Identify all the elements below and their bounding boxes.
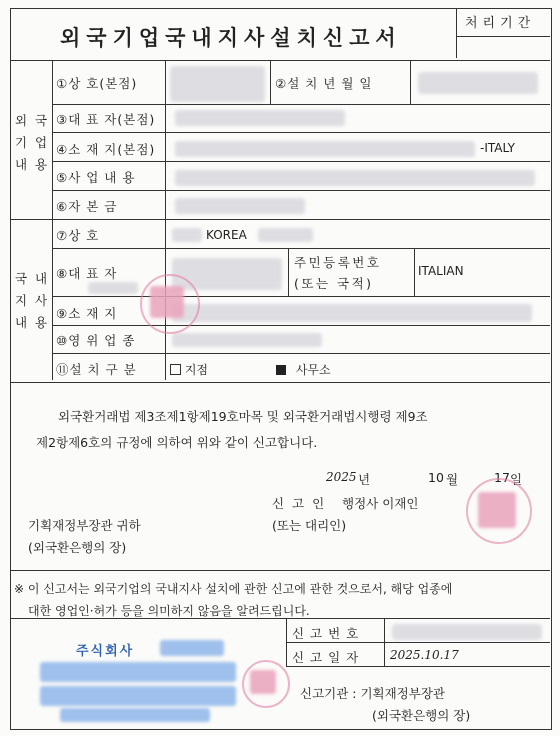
field-branch-rep: ⑧대 표 자 — [56, 266, 118, 281]
est-divider-left — [270, 60, 271, 104]
redacted-branch-name-2 — [258, 228, 313, 242]
branch-section-col1: 국 지 내 — [14, 271, 28, 330]
redacted-business-type — [172, 333, 322, 347]
option-office[interactable] — [276, 361, 331, 378]
branch-section-col2: 내 사 용 — [34, 271, 48, 330]
redacted-representative — [175, 110, 345, 126]
field-install-type: ⑪설 치 구 분 — [56, 362, 137, 377]
foreign-section-col2: 국 업 용 — [34, 113, 48, 172]
field-representative: ③대 표 자(본점) — [56, 112, 156, 127]
date-day-unit: 일 — [510, 472, 523, 487]
section-divider — [10, 570, 550, 571]
section-label-divider — [52, 60, 53, 380]
redacted-trade-name — [170, 66, 265, 102]
redacted-location — [172, 304, 532, 322]
branch-name-value: KOREA — [206, 228, 247, 242]
agent-label: (또는 대리인) — [272, 518, 347, 533]
redacted-company-address-2 — [40, 686, 236, 706]
declaration-text — [36, 404, 536, 456]
est-divider-right — [410, 60, 411, 104]
date-month-unit: 월 — [446, 472, 459, 487]
date-month: 10 — [428, 470, 444, 485]
date-day: 17 — [494, 470, 510, 485]
redacted-rep-1 — [88, 282, 138, 294]
report-no-label: 신 고 번 호 — [292, 626, 360, 641]
row-line — [52, 190, 550, 191]
redacted-company-name — [160, 640, 224, 656]
office-checkbox-checked[interactable] — [276, 365, 286, 375]
report-box-mid-line — [286, 642, 550, 643]
declaration-line-1: 외국환거래법 제3조제1항제19호마목 및 외국환거래법시행령 제9조 — [58, 409, 428, 424]
address-suffix: -ITALY — [480, 141, 515, 155]
field-address: ④소 재 지(본점) — [56, 142, 156, 157]
report-date-label: 신 고 일 자 — [292, 650, 360, 665]
report-box-bottom — [286, 666, 550, 667]
resident-divider-right — [414, 248, 415, 296]
field-location: ⑨소 재 지 — [56, 306, 118, 321]
section-divider — [10, 382, 550, 383]
date-year-unit: 년 — [358, 472, 371, 487]
section-divider — [10, 219, 550, 220]
reporter-label: 신 고 인 — [272, 496, 327, 511]
resident-divider-left — [288, 248, 289, 296]
row-line — [52, 104, 550, 105]
redacted-company-address-1 — [40, 662, 236, 682]
redacted-branch-name-1 — [172, 228, 202, 242]
agency-line-2: (외국환은행의 장) — [372, 708, 471, 723]
company-prefix: 주식회사 — [76, 644, 135, 659]
branch-option-label: 지점 — [184, 363, 209, 377]
foreign-section-col1: 외 기 내 — [14, 113, 28, 172]
reporter-name: 행정사 이재인 — [342, 496, 419, 511]
row-line — [52, 325, 550, 326]
row-line — [52, 161, 550, 162]
field-business: ⑤사 업 내 용 — [56, 170, 136, 185]
section-divider — [10, 618, 550, 619]
nationality-value: ITALIAN — [418, 264, 464, 278]
redacted-established — [418, 72, 538, 94]
report-date-value: 2025.10.17 — [390, 648, 459, 662]
branch-checkbox[interactable] — [170, 364, 181, 375]
field-trade-name: ①상 호(본점) — [56, 76, 138, 91]
redacted-reporter-seal — [478, 492, 516, 528]
office-option-label: 사무소 — [295, 363, 331, 377]
redacted-business — [175, 170, 535, 186]
redacted-company-seal — [250, 670, 276, 694]
field-branch-name: ⑦상 호 — [56, 228, 100, 243]
notice-line-1: ※ 이 신고서는 외국기업의 국내지사 설치에 관한 신고에 관한 것으로서, 해당 업종에 — [14, 582, 453, 596]
redacted-capital — [175, 198, 305, 214]
processing-period-divider — [456, 36, 550, 37]
addressee: 기획재정부장관 귀하 — [28, 518, 141, 533]
redacted-address — [175, 141, 475, 157]
field-capital: ⑥자 본 금 — [56, 199, 118, 214]
notice-text — [14, 578, 544, 622]
option-branch[interactable] — [170, 361, 208, 378]
agency-line-1: 신고기관 : 기획재정부장관 — [300, 686, 445, 701]
redacted-report-no — [392, 624, 542, 640]
declaration-line-2: 제2항제6호의 규정에 의하여 위와 같이 신고합니다. — [36, 435, 318, 450]
date-year: 2025 — [326, 470, 357, 484]
addressee-bank: (외국환은행의 장) — [28, 540, 127, 555]
field-established: ②설 치 년 월 일 — [275, 76, 373, 91]
notice-line-2: 대한 영업인·허가 등을 의미하지 않음을 알려드립니다. — [28, 604, 310, 618]
field-business-type: ⑩영 위 업 종 — [56, 333, 136, 348]
field-nationality: (또는 국적) — [294, 276, 374, 291]
row-line — [52, 353, 550, 354]
form-title: 외국기업국내지사설치신고서 — [60, 26, 402, 50]
redacted-seal — [150, 286, 184, 318]
redacted-company-address-3 — [60, 708, 210, 722]
row-line — [52, 296, 550, 297]
header-bottom-line — [10, 60, 550, 61]
processing-period-label: 처리기간 — [465, 16, 536, 31]
row-line — [52, 248, 550, 249]
header-divider — [456, 8, 457, 58]
field-resident-no: 주민등록번호 — [294, 255, 382, 270]
row-line — [52, 132, 550, 133]
